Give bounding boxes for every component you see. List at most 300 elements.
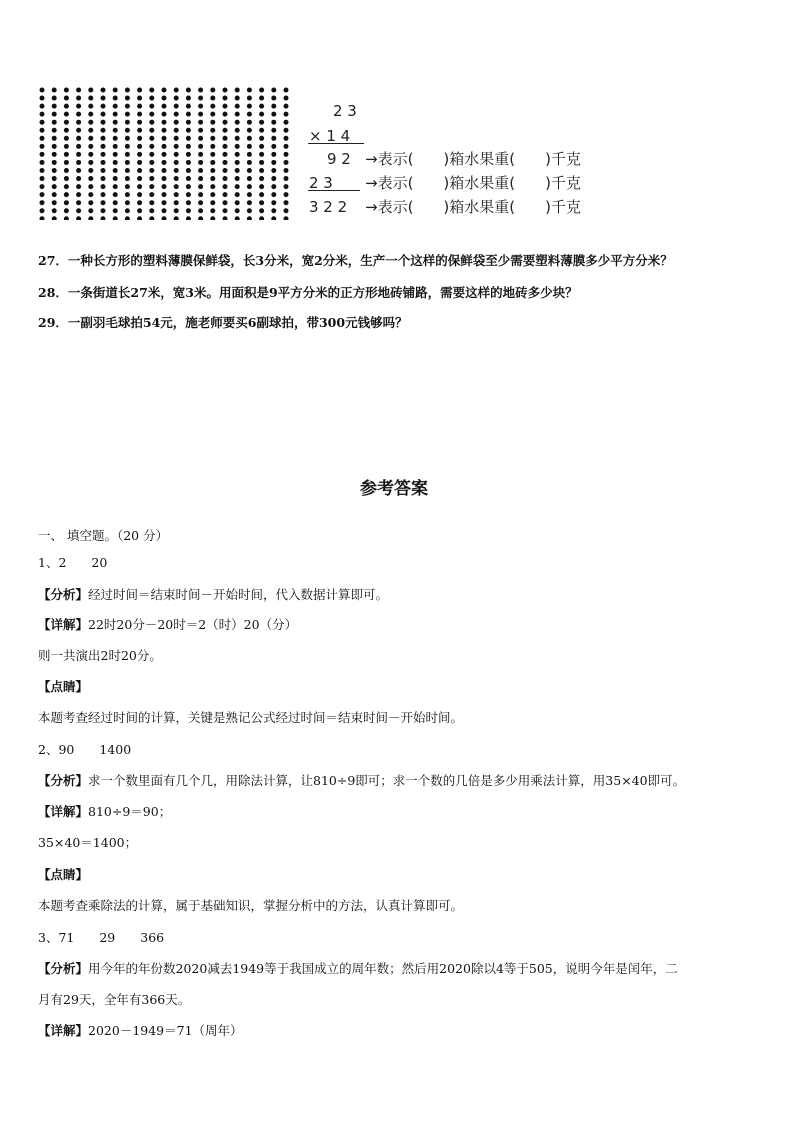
grid-dot bbox=[113, 96, 118, 101]
grid-dot bbox=[113, 216, 118, 220]
grid-dot bbox=[76, 96, 81, 101]
grid-dot bbox=[284, 88, 289, 93]
grid-dot bbox=[101, 96, 106, 101]
grid-dot bbox=[247, 184, 252, 189]
grid-dot bbox=[259, 136, 264, 141]
grid-dot bbox=[64, 176, 69, 181]
grid-dot bbox=[284, 168, 289, 173]
grid-dot bbox=[88, 184, 93, 189]
grid-dot bbox=[259, 176, 264, 181]
grid-dot bbox=[186, 200, 191, 205]
grid-dot bbox=[40, 88, 45, 93]
grid-dot bbox=[101, 88, 106, 93]
grid-dot bbox=[40, 144, 45, 149]
grid-dot bbox=[162, 200, 167, 205]
grid-dot bbox=[52, 136, 57, 141]
grid-dot bbox=[284, 176, 289, 181]
grid-dot bbox=[113, 200, 118, 205]
grid-dot bbox=[259, 112, 264, 117]
grid-dot bbox=[137, 120, 142, 125]
grid-dot bbox=[174, 88, 179, 93]
grid-dot bbox=[149, 160, 154, 165]
grid-dot bbox=[162, 88, 167, 93]
grid-dot bbox=[149, 192, 154, 197]
grid-dot bbox=[113, 192, 118, 197]
answer-line: 【详解】810÷9＝90； bbox=[38, 804, 172, 819]
grid-dot bbox=[223, 176, 228, 181]
grid-dot bbox=[88, 160, 93, 165]
grid-dot bbox=[186, 104, 191, 109]
grid-dot bbox=[247, 88, 252, 93]
grid-dot bbox=[88, 120, 93, 125]
grid-dot bbox=[64, 152, 69, 157]
grid-dot bbox=[174, 168, 179, 173]
grid-dot bbox=[76, 144, 81, 149]
grid-dot bbox=[162, 136, 167, 141]
section-heading: 一、 填空题。（20 分） bbox=[38, 528, 169, 543]
grid-dot bbox=[40, 176, 45, 181]
answer-line: 2、90 1400 bbox=[38, 742, 132, 757]
grid-dot bbox=[162, 128, 167, 133]
grid-dot bbox=[210, 152, 215, 157]
grid-dot bbox=[186, 120, 191, 125]
grid-dot bbox=[76, 152, 81, 157]
grid-dot bbox=[247, 216, 252, 220]
multiplier: × 1 4 bbox=[309, 127, 351, 145]
grid-dot bbox=[284, 128, 289, 133]
grid-dot bbox=[186, 176, 191, 181]
answer-line: 【分析】经过时间＝结束时间－开始时间，代入数据计算即可。 bbox=[38, 587, 389, 602]
grid-dot bbox=[186, 160, 191, 165]
grid-dot bbox=[186, 152, 191, 157]
grid-dot bbox=[101, 184, 106, 189]
grid-dot bbox=[247, 168, 252, 173]
grid-dot bbox=[235, 104, 240, 109]
grid-dot bbox=[271, 184, 276, 189]
grid-dot bbox=[247, 128, 252, 133]
grid-dot bbox=[64, 128, 69, 133]
grid-dot bbox=[162, 192, 167, 197]
grid-dot bbox=[162, 152, 167, 157]
grid-dot bbox=[210, 184, 215, 189]
grid-dot bbox=[64, 216, 69, 220]
grid-dot bbox=[137, 160, 142, 165]
grid-dot bbox=[235, 128, 240, 133]
grid-dot bbox=[64, 144, 69, 149]
grid-dot bbox=[284, 192, 289, 197]
grid-dot bbox=[223, 200, 228, 205]
grid-dot bbox=[52, 168, 57, 173]
grid-dot bbox=[125, 96, 130, 101]
grid-dot bbox=[210, 176, 215, 181]
grid-dot bbox=[247, 152, 252, 157]
grid-dot bbox=[64, 112, 69, 117]
grid-dot bbox=[149, 136, 154, 141]
grid-dot bbox=[223, 192, 228, 197]
grid-dot bbox=[52, 216, 57, 220]
grid-dot bbox=[198, 176, 203, 181]
grid-dot bbox=[40, 192, 45, 197]
partial-product-2-text: →表示( )箱水果重( )千克 bbox=[365, 174, 581, 192]
grid-dot bbox=[235, 200, 240, 205]
partial-product-1-value: 9 2 bbox=[327, 150, 351, 168]
grid-dot bbox=[210, 168, 215, 173]
grid-dot bbox=[64, 120, 69, 125]
grid-dot bbox=[40, 104, 45, 109]
grid-dot bbox=[101, 152, 106, 157]
grid-dot bbox=[101, 128, 106, 133]
grid-dot bbox=[137, 152, 142, 157]
grid-dot bbox=[149, 112, 154, 117]
grid-dot bbox=[162, 184, 167, 189]
grid-dot bbox=[40, 96, 45, 101]
grid-dot bbox=[284, 136, 289, 141]
grid-dot bbox=[174, 152, 179, 157]
grid-dot bbox=[40, 112, 45, 117]
grid-dot bbox=[186, 192, 191, 197]
grid-dot bbox=[210, 96, 215, 101]
answer-line: 【分析】用今年的年份数2020减去1949等于我国成立的周年数；然后用2020除以4等于505，说明今年是闰年，二 bbox=[38, 961, 678, 976]
answer-line: 【点睛】 bbox=[38, 867, 89, 882]
grid-dot bbox=[186, 128, 191, 133]
grid-dot bbox=[125, 208, 130, 213]
grid-dot bbox=[284, 152, 289, 157]
grid-dot bbox=[113, 176, 118, 181]
grid-dot bbox=[125, 152, 130, 157]
grid-dot bbox=[210, 88, 215, 93]
grid-dot bbox=[235, 160, 240, 165]
grid-dot bbox=[235, 184, 240, 189]
grid-dot bbox=[40, 200, 45, 205]
grid-dot bbox=[101, 160, 106, 165]
answer-line: 月有29天，全年有366天。 bbox=[38, 992, 191, 1007]
grid-dot bbox=[149, 216, 154, 220]
grid-dot bbox=[235, 216, 240, 220]
grid-dot bbox=[235, 208, 240, 213]
answer-line: 本题考查乘除法的计算，属于基础知识，掌握分析中的方法，认真计算即可。 bbox=[38, 898, 464, 913]
grid-dot bbox=[88, 152, 93, 157]
grid-dot bbox=[149, 120, 154, 125]
grid-dot bbox=[210, 112, 215, 117]
grid-dot bbox=[125, 192, 130, 197]
grid-dot bbox=[247, 176, 252, 181]
grid-dot bbox=[162, 160, 167, 165]
grid-dot bbox=[125, 144, 130, 149]
grid-dot bbox=[259, 144, 264, 149]
grid-dot bbox=[88, 112, 93, 117]
grid-dot bbox=[174, 96, 179, 101]
grid-dot bbox=[137, 144, 142, 149]
grid-dot bbox=[198, 184, 203, 189]
grid-dot bbox=[125, 184, 130, 189]
grid-dot bbox=[76, 112, 81, 117]
grid-dot bbox=[52, 200, 57, 205]
grid-dot bbox=[162, 208, 167, 213]
grid-dot bbox=[259, 120, 264, 125]
grid-dot bbox=[101, 208, 106, 213]
partial-sum-rule bbox=[308, 190, 360, 191]
grid-dot bbox=[52, 128, 57, 133]
grid-dot bbox=[113, 136, 118, 141]
grid-dot bbox=[52, 120, 57, 125]
grid-dot bbox=[88, 136, 93, 141]
grid-dot bbox=[40, 160, 45, 165]
grid-dot bbox=[271, 144, 276, 149]
answer-line: 【详解】22时20分－20时＝2（时）20（分） bbox=[38, 617, 298, 632]
grid-dot bbox=[284, 96, 289, 101]
grid-dot bbox=[76, 216, 81, 220]
grid-dot bbox=[174, 136, 179, 141]
grid-dot bbox=[210, 192, 215, 197]
grid-dot bbox=[149, 168, 154, 173]
grid-dot bbox=[210, 144, 215, 149]
question-29: 29．一副羽毛球拍54元，施老师要买6副球拍，带300元钱够吗？ bbox=[38, 315, 408, 330]
grid-dot bbox=[174, 144, 179, 149]
grid-dot bbox=[113, 120, 118, 125]
grid-dot bbox=[271, 160, 276, 165]
grid-dot bbox=[137, 136, 142, 141]
grid-dot bbox=[40, 184, 45, 189]
grid-dot bbox=[64, 208, 69, 213]
question-27: 27．一种长方形的塑料薄膜保鲜袋，长3分米，宽2分米，生产一个这样的保鲜袋至少需要塑料薄膜多少平方分米？ bbox=[38, 253, 673, 268]
grid-dot bbox=[198, 208, 203, 213]
grid-dot bbox=[259, 128, 264, 133]
grid-dot bbox=[186, 88, 191, 93]
grid-dot bbox=[40, 208, 45, 213]
grid-dot bbox=[271, 136, 276, 141]
multiplication-rule bbox=[308, 143, 364, 144]
grid-dot bbox=[88, 168, 93, 173]
grid-dot bbox=[101, 136, 106, 141]
grid-dot bbox=[52, 184, 57, 189]
grid-dot bbox=[101, 120, 106, 125]
grid-dot bbox=[125, 216, 130, 220]
grid-dot bbox=[52, 208, 57, 213]
grid-dot bbox=[198, 168, 203, 173]
grid-dot bbox=[271, 96, 276, 101]
grid-dot bbox=[149, 152, 154, 157]
grid-dot bbox=[52, 88, 57, 93]
grid-dot bbox=[137, 96, 142, 101]
grid-dot bbox=[113, 88, 118, 93]
grid-dot bbox=[52, 152, 57, 157]
grid-dot bbox=[40, 120, 45, 125]
grid-dot bbox=[76, 200, 81, 205]
grid-dot bbox=[113, 112, 118, 117]
grid-dot bbox=[198, 160, 203, 165]
grid-dot bbox=[52, 104, 57, 109]
grid-dot bbox=[174, 120, 179, 125]
grid-dot bbox=[174, 112, 179, 117]
grid-dot bbox=[76, 192, 81, 197]
grid-dot bbox=[284, 200, 289, 205]
grid-dot bbox=[284, 120, 289, 125]
grid-dot bbox=[259, 88, 264, 93]
grid-dot bbox=[235, 120, 240, 125]
grid-dot bbox=[88, 200, 93, 205]
grid-dot bbox=[235, 112, 240, 117]
grid-dot bbox=[223, 96, 228, 101]
grid-dot bbox=[149, 208, 154, 213]
grid-dot bbox=[125, 176, 130, 181]
answer-line: 3、71 29 366 bbox=[38, 930, 165, 945]
grid-dot bbox=[186, 216, 191, 220]
grid-dot bbox=[223, 168, 228, 173]
grid-dot bbox=[210, 120, 215, 125]
grid-dot bbox=[174, 184, 179, 189]
grid-dot bbox=[223, 136, 228, 141]
grid-dot bbox=[247, 192, 252, 197]
grid-dot bbox=[149, 96, 154, 101]
grid-dot bbox=[52, 192, 57, 197]
answer-key-title: 参考答案 bbox=[360, 479, 428, 499]
grid-dot bbox=[247, 160, 252, 165]
grid-dot bbox=[76, 184, 81, 189]
grid-dot bbox=[223, 120, 228, 125]
answer-line: 35×40＝1400； bbox=[38, 835, 138, 850]
grid-dot bbox=[259, 152, 264, 157]
grid-dot bbox=[247, 104, 252, 109]
grid-dot bbox=[186, 144, 191, 149]
grid-dot bbox=[88, 216, 93, 220]
grid-dot bbox=[271, 200, 276, 205]
grid-dot bbox=[64, 104, 69, 109]
grid-dot bbox=[210, 136, 215, 141]
grid-dot bbox=[88, 104, 93, 109]
grid-dot bbox=[259, 160, 264, 165]
grid-dot bbox=[210, 208, 215, 213]
grid-dot bbox=[247, 144, 252, 149]
grid-dot bbox=[247, 120, 252, 125]
grid-dot bbox=[198, 200, 203, 205]
grid-dot bbox=[88, 128, 93, 133]
grid-dot bbox=[101, 192, 106, 197]
grid-dot bbox=[137, 200, 142, 205]
grid-dot bbox=[88, 192, 93, 197]
grid-dot bbox=[76, 120, 81, 125]
grid-dot bbox=[174, 192, 179, 197]
grid-dot bbox=[198, 112, 203, 117]
grid-dot bbox=[40, 152, 45, 157]
answer-line: 本题考查经过时间的计算，关键是熟记公式经过时间＝结束时间－开始时间。 bbox=[38, 710, 464, 725]
grid-dot bbox=[125, 200, 130, 205]
partial-product-2-value: 2 3 bbox=[309, 174, 333, 192]
grid-dot bbox=[137, 112, 142, 117]
grid-dot bbox=[271, 176, 276, 181]
grid-dot bbox=[235, 176, 240, 181]
grid-dot bbox=[223, 184, 228, 189]
grid-dot bbox=[162, 96, 167, 101]
grid-dot bbox=[210, 104, 215, 109]
grid-dot bbox=[137, 216, 142, 220]
grid-dot bbox=[174, 104, 179, 109]
grid-dot bbox=[284, 216, 289, 220]
grid-dot bbox=[223, 160, 228, 165]
grid-dot bbox=[271, 88, 276, 93]
grid-dot bbox=[125, 120, 130, 125]
grid-dot bbox=[40, 136, 45, 141]
grid-dot bbox=[259, 216, 264, 220]
answer-line: 则一共演出2时20分。 bbox=[38, 648, 162, 663]
grid-dot bbox=[174, 176, 179, 181]
grid-dot bbox=[64, 184, 69, 189]
grid-dot bbox=[210, 216, 215, 220]
grid-dot bbox=[162, 104, 167, 109]
grid-dot bbox=[198, 104, 203, 109]
grid-dot bbox=[113, 144, 118, 149]
answer-line: 1、2 20 bbox=[38, 555, 108, 570]
grid-dot bbox=[247, 200, 252, 205]
grid-dot bbox=[198, 120, 203, 125]
grid-dot bbox=[137, 168, 142, 173]
grid-dot bbox=[125, 112, 130, 117]
grid-dot bbox=[162, 112, 167, 117]
grid-dot bbox=[52, 160, 57, 165]
grid-dot bbox=[271, 152, 276, 157]
grid-dot bbox=[198, 216, 203, 220]
grid-dot bbox=[284, 144, 289, 149]
grid-dot bbox=[235, 192, 240, 197]
grid-dot bbox=[174, 160, 179, 165]
grid-dot bbox=[113, 104, 118, 109]
grid-dot bbox=[284, 112, 289, 117]
grid-dot bbox=[137, 184, 142, 189]
grid-dot bbox=[101, 216, 106, 220]
grid-dot bbox=[247, 208, 252, 213]
grid-dot bbox=[259, 168, 264, 173]
grid-dot bbox=[40, 216, 45, 220]
grid-dot bbox=[259, 184, 264, 189]
grid-dot bbox=[235, 88, 240, 93]
grid-dot bbox=[125, 104, 130, 109]
grid-dot bbox=[174, 128, 179, 133]
grid-dot bbox=[125, 88, 130, 93]
grid-dot bbox=[210, 160, 215, 165]
grid-dot bbox=[186, 112, 191, 117]
grid-dot bbox=[162, 176, 167, 181]
grid-dot bbox=[162, 168, 167, 173]
grid-dot bbox=[259, 104, 264, 109]
grid-dot bbox=[64, 168, 69, 173]
grid-dot bbox=[113, 184, 118, 189]
grid-dot bbox=[76, 128, 81, 133]
grid-dot bbox=[52, 96, 57, 101]
grid-dot bbox=[88, 144, 93, 149]
grid-dot bbox=[137, 208, 142, 213]
grid-dot bbox=[247, 112, 252, 117]
grid-dot bbox=[235, 96, 240, 101]
grid-dot bbox=[259, 208, 264, 213]
grid-dot bbox=[64, 160, 69, 165]
grid-dot bbox=[174, 208, 179, 213]
grid-dot bbox=[271, 192, 276, 197]
grid-dot bbox=[113, 128, 118, 133]
grid-dot bbox=[149, 184, 154, 189]
grid-dot bbox=[149, 200, 154, 205]
answer-line: 【分析】求一个数里面有几个几，用除法计算，让810÷9即可；求一个数的几倍是多少用乘法计算，用35×40即可。 bbox=[38, 773, 686, 788]
grid-dot bbox=[259, 96, 264, 101]
grid-dot bbox=[223, 128, 228, 133]
grid-dot bbox=[125, 136, 130, 141]
grid-dot bbox=[271, 216, 276, 220]
grid-dot bbox=[235, 136, 240, 141]
grid-dot bbox=[149, 88, 154, 93]
grid-dot bbox=[284, 160, 289, 165]
grid-dot bbox=[52, 144, 57, 149]
grid-dot bbox=[186, 136, 191, 141]
grid-dot bbox=[198, 88, 203, 93]
grid-dot bbox=[210, 128, 215, 133]
